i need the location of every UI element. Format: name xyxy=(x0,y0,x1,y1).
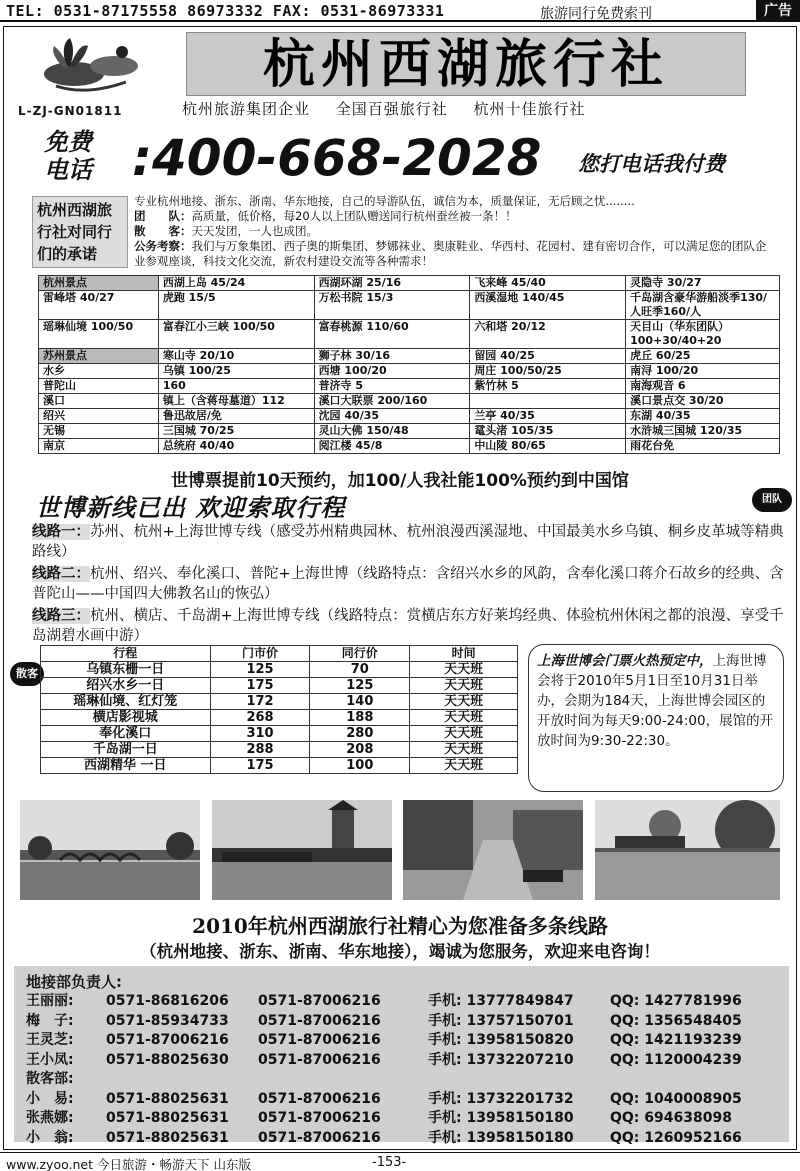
route-2-text: 杭州、绍兴、奉化溪口、普陀+上海世博（线路特点：含绍兴水乡的风韵，含奉化溪口蒋介石故乡的经典、含普陀山——中国四大佛教名山的恢弘） xyxy=(32,566,784,602)
scenic-cell: 东湖 40/35 xyxy=(626,409,780,424)
photo-pagoda xyxy=(212,800,392,900)
scenic-cell: 灵山大佛 150/48 xyxy=(314,424,470,439)
top-bar xyxy=(0,0,800,22)
free-call-label-2: 电话 xyxy=(44,156,92,184)
scenic-cell: 沈园 40/35 xyxy=(314,409,470,424)
scenic-cell: 周庄 100/50/25 xyxy=(470,364,626,379)
brand-tagline: 杭州旅游集团企业 全国百强旅行社 杭州十佳旅行社 xyxy=(182,100,586,118)
tour-cell: 288 xyxy=(210,742,310,758)
tour-row xyxy=(41,710,518,726)
scenic-cell: 南海观音 6 xyxy=(626,379,780,394)
scenic-cell: 三国城 70/25 xyxy=(158,424,314,439)
contact-mobile: 手机: 13757150701 xyxy=(428,1012,574,1029)
contact-tel2: 0571-87006216 xyxy=(258,1032,381,1048)
scenic-cell: 总统府 40/40 xyxy=(158,439,314,454)
scenic-cell: 鲁迅故居/免 xyxy=(158,409,314,424)
route-2-label: 线路二： xyxy=(32,566,90,582)
contact-mobile: 手机: 13958150820 xyxy=(428,1032,574,1048)
tour-header-retail: 门市价 xyxy=(210,646,310,662)
scenic-row xyxy=(39,291,780,320)
scenic-cell: 无锡 xyxy=(39,424,159,439)
scenic-cell: 万松书院 15/3 xyxy=(314,291,470,320)
promise-text xyxy=(134,194,774,269)
expo-info-box xyxy=(528,644,784,792)
contact-qq: QQ: 1120004239 xyxy=(610,1051,742,1068)
tour-row xyxy=(41,742,518,758)
contact-tel2: 0571-87006216 xyxy=(258,1090,381,1107)
ad-tag: 广告 xyxy=(756,0,800,22)
contact-name: 王小凤: xyxy=(26,1051,74,1068)
tour-cell: 172 xyxy=(210,694,310,710)
tour-header-route: 行程 xyxy=(41,646,211,662)
tour-row xyxy=(41,758,518,774)
scenic-cell: 阅江楼 45/8 xyxy=(314,439,470,454)
contact-name: 张燕娜: xyxy=(26,1110,74,1126)
tour-price-table xyxy=(40,645,518,774)
scenic-cell xyxy=(470,394,626,409)
scenic-row xyxy=(39,394,780,409)
contacts-panel xyxy=(14,966,789,1146)
tour-cell: 天天班 xyxy=(410,726,518,742)
scenic-cell: 天目山（华东团队）100+30/40+20 xyxy=(626,320,780,349)
photo-water-town xyxy=(403,800,583,900)
tour-cell: 天天班 xyxy=(410,742,518,758)
scenic-cell: 乌镇 100/25 xyxy=(158,364,314,379)
promise-line-4-label: 公务考察： xyxy=(134,239,192,253)
contact-qq: QQ: 1040008905 xyxy=(610,1090,742,1107)
tour-row xyxy=(41,678,518,694)
promise-line-3: 天天发团，一人也成团。 xyxy=(191,224,318,238)
subline: （杭州地接、浙东、浙南、华东地接），竭诚为您服务，欢迎来电咨询！ xyxy=(140,942,660,961)
contact-tel1: 0571-85934733 xyxy=(106,1012,229,1029)
contact-tel2: 0571-87006216 xyxy=(258,1012,381,1029)
contact-mobile: 手机: 13732201732 xyxy=(428,1090,574,1107)
scenic-cell: 寒山寺 20/10 xyxy=(158,349,314,364)
contact-mobile: 手机: 13958150180 xyxy=(428,1110,574,1126)
scenic-cell: 普陀山 xyxy=(39,379,159,394)
tour-cell: 70 xyxy=(310,662,410,678)
tour-cell: 天天班 xyxy=(410,710,518,726)
route-1 xyxy=(32,522,787,562)
scenic-cell: 溪口 xyxy=(39,394,159,409)
scenic-row xyxy=(39,320,780,349)
contact-qq: QQ: 1421193239 xyxy=(610,1032,742,1048)
contact-mobile: 手机: 13958150180 xyxy=(428,1129,574,1146)
tour-cell: 绍兴水乡一日 xyxy=(41,678,211,694)
hotline-number: :400-668-2028 xyxy=(132,129,542,187)
scenic-cell: 西塘 100/20 xyxy=(314,364,470,379)
contact-name: 梅 子: xyxy=(26,1012,74,1029)
tour-cell: 175 xyxy=(210,758,310,774)
scenic-cell: 西溪湿地 140/45 xyxy=(470,291,626,320)
promise-line-3-label: 散 客： xyxy=(134,224,192,238)
footer-site: www.zyoo.net 今日旅游・畅游天下 山东版 xyxy=(6,1157,251,1171)
contact-mobile: 手机: 13732207210 xyxy=(428,1051,574,1068)
tour-cell: 125 xyxy=(310,678,410,694)
scenic-cell: 六和塔 20/12 xyxy=(470,320,626,349)
tour-cell: 天天班 xyxy=(410,758,518,774)
we-pay-slogan: 您打电话我付费 xyxy=(578,152,725,176)
tour-cell: 310 xyxy=(210,726,310,742)
contact-tel1: 0571-87006216 xyxy=(106,1032,229,1048)
scenic-cell: 紫竹林 5 xyxy=(470,379,626,394)
promise-title: 杭州西湖旅行社对同行们的承诺 xyxy=(32,196,128,268)
scenic-cell: 镇上（含蒋母墓道）112 xyxy=(158,394,314,409)
scenic-row xyxy=(39,424,780,439)
tour-cell: 188 xyxy=(310,710,410,726)
scenic-cell: 瑶琳仙境 100/50 xyxy=(39,320,159,349)
top-slogan: 旅游同行免费索刊 xyxy=(540,6,652,22)
contact-mobile: 手机: 13777849847 xyxy=(428,993,574,1009)
photo-bridge xyxy=(20,800,200,900)
scenic-row xyxy=(39,349,780,364)
contact-tel2: 0571-87006216 xyxy=(258,1129,381,1146)
contact-tel2: 0571-87006216 xyxy=(258,1110,381,1126)
scenic-cell: 雨花台免 xyxy=(626,439,780,454)
tour-header-schedule: 时间 xyxy=(410,646,518,662)
scenic-cell: 雷峰塔 40/27 xyxy=(39,291,159,320)
contact-tel2: 0571-87006216 xyxy=(258,993,381,1009)
scenic-row xyxy=(39,439,780,454)
scenic-cell: 水乡 xyxy=(39,364,159,379)
tour-cell: 125 xyxy=(210,662,310,678)
expo-ticket-notice: 世博票提前10天预约，加100/人我社能100%预约到中国馆 xyxy=(171,471,629,491)
tour-cell: 208 xyxy=(310,742,410,758)
scenic-cell: 富春江小三峡 100/50 xyxy=(158,320,314,349)
scenic-cell: 虎丘 60/25 xyxy=(626,349,780,364)
tour-cell: 千岛湖一日 xyxy=(41,742,211,758)
tour-cell: 横店影视城 xyxy=(41,710,211,726)
contact-tel1: 0571-88025630 xyxy=(106,1051,229,1068)
license-number: L-ZJ-GN01811 xyxy=(18,104,123,118)
scenic-row xyxy=(39,409,780,424)
tour-cell: 乌镇东栅一日 xyxy=(41,662,211,678)
route-2 xyxy=(32,564,787,604)
route-1-text: 苏州、杭州+上海世博专线（感受苏州精典园林、杭州浪漫西溪湿地、中国最美水乡乌镇、桐乡皮革城等精典路线） xyxy=(32,524,784,560)
contact-name: 小 易: xyxy=(26,1090,74,1107)
scenic-price-table xyxy=(38,275,780,454)
tour-cell: 268 xyxy=(210,710,310,726)
expo-info-highlight: 上海世博会门票火热预定中， xyxy=(537,653,713,669)
contact-name: 王灵芝: xyxy=(26,1032,74,1048)
tour-row xyxy=(41,694,518,710)
contact-tel2: 0571-87006216 xyxy=(258,1051,381,1068)
promise-line-1: 专业杭州地接、浙东、浙南、华东地接，自己的导游队伍，诚信为本，质量保证，无后顾之忧........ xyxy=(134,194,635,208)
tour-row xyxy=(41,662,518,678)
scenic-cell: 西湖环湖 25/16 xyxy=(314,276,470,291)
scenic-cell: 水浒城三国城 120/35 xyxy=(626,424,780,439)
scenic-cell: 普济寺 5 xyxy=(314,379,470,394)
scenic-row xyxy=(39,276,780,291)
promise-line-2-label: 团 队： xyxy=(134,209,192,223)
tour-cell: 天天班 xyxy=(410,678,518,694)
tour-row xyxy=(41,726,518,742)
tour-cell: 天天班 xyxy=(410,662,518,678)
photo-strip xyxy=(20,800,780,900)
tour-cell: 瑶琳仙境、红灯笼 xyxy=(41,694,211,710)
tour-cell: 天天班 xyxy=(410,694,518,710)
contact-tel1: 0571-88025631 xyxy=(106,1129,229,1146)
scenic-cell: 狮子林 30/16 xyxy=(314,349,470,364)
tour-cell: 西湖精华 一日 xyxy=(41,758,211,774)
tour-header-trade: 同行价 xyxy=(310,646,410,662)
individual-tour-badge: 散客 xyxy=(10,662,44,686)
scenic-cell: 南京 xyxy=(39,439,159,454)
contacts-title: 地接部负责人: xyxy=(26,973,122,991)
scenic-cell: 溪口景点交 30/20 xyxy=(626,394,780,409)
contact-qq: QQ: 1356548405 xyxy=(610,1012,742,1029)
lotus-logo-icon xyxy=(36,36,146,100)
photo-lake-pavilion xyxy=(595,800,780,900)
scenic-cell: 中山陵 80/65 xyxy=(470,439,626,454)
contact-qq: QQ: 1427781996 xyxy=(610,993,742,1009)
scenic-cell: 鼋头渚 105/35 xyxy=(470,424,626,439)
route-1-label: 线路一： xyxy=(32,524,90,540)
expo-info-text: 上海世博会将于2010年5月1日至10月31日举办，会期为184天，上海世博会园区的开放时间为每天9:00-24:00，展馆的开放时间为9:30-22:30。 xyxy=(537,653,774,749)
scenic-cell: 西湖上岛 45/24 xyxy=(158,276,314,291)
contact-qq: QQ: 694638098 xyxy=(610,1110,732,1126)
expo-routes xyxy=(32,522,787,648)
scenic-cell: 飞来峰 45/40 xyxy=(470,276,626,291)
scenic-cell: 杭州景点 xyxy=(39,276,159,291)
scenic-cell: 南浔 100/20 xyxy=(626,364,780,379)
contact-tel1: 0571-88025631 xyxy=(106,1110,229,1126)
contact-name: 王丽丽: xyxy=(26,993,74,1009)
group-badge: 团队 xyxy=(752,488,792,512)
contact-qq: QQ: 1260952166 xyxy=(610,1129,742,1146)
route-3 xyxy=(32,606,787,646)
tour-cell: 175 xyxy=(210,678,310,694)
page-number: -153- xyxy=(372,1155,407,1170)
bottom-bar xyxy=(0,1152,800,1171)
contact-name: 小 翁: xyxy=(26,1129,74,1146)
route-3-text: 杭州、横店、千岛湖+上海世博专线（线路特点：赏横店东方好莱坞经典、体验杭州休闲之都的浪漫、享受千岛湖碧水画中游） xyxy=(32,608,784,644)
scenic-cell: 160 xyxy=(158,379,314,394)
contact-tel1: 0571-88025631 xyxy=(106,1090,229,1107)
scenic-cell: 千岛湖含豪华游船淡季130/人旺季160/人 xyxy=(626,291,780,320)
scenic-cell: 溪口大联票 200/160 xyxy=(314,394,470,409)
scenic-cell: 苏州景点 xyxy=(39,349,159,364)
contacts-section-individual: 散客部: xyxy=(26,1071,74,1087)
scenic-cell: 富春桃源 110/60 xyxy=(314,320,470,349)
promise-line-2: 高质量，低价格，每20人以上团队赠送同行杭州蚕丝被一条！！ xyxy=(191,209,517,223)
scenic-row xyxy=(39,364,780,379)
brand-name: 杭州西湖旅行社 xyxy=(262,34,669,95)
tour-cell: 100 xyxy=(310,758,410,774)
scenic-cell: 留园 40/25 xyxy=(470,349,626,364)
headline: 2010年杭州西湖旅行社精心为您准备多条线路 xyxy=(192,914,608,938)
scenic-cell: 虎跑 15/5 xyxy=(158,291,314,320)
free-call-label-1: 免费 xyxy=(44,128,92,156)
scenic-cell: 绍兴 xyxy=(39,409,159,424)
route-3-label: 线路三： xyxy=(32,608,90,624)
tour-cell: 280 xyxy=(310,726,410,742)
scenic-cell: 灵隐寺 30/27 xyxy=(626,276,780,291)
scenic-cell: 兰亭 40/35 xyxy=(470,409,626,424)
tour-cell: 奉化溪口 xyxy=(41,726,211,742)
brand-banner xyxy=(186,32,746,96)
tour-cell: 140 xyxy=(310,694,410,710)
contact-tel1: 0571-86816206 xyxy=(106,993,229,1009)
expo-new-routes: 世博新线已出 欢迎索取行程 xyxy=(36,493,346,522)
free-call-label xyxy=(44,128,124,184)
promise-line-4: 我们与万象集团、西子奥的斯集团、梦娜袜业、奥康鞋业、华西村、花园村、建有密切合作，可以满足您的团队企业参观座谈，科技文化交流，新农村建设交流等各种需求！ xyxy=(134,239,767,268)
top-contact: TEL: 0531-87175558 86973332 FAX: 0531-86973331 xyxy=(6,2,445,20)
scenic-row xyxy=(39,379,780,394)
